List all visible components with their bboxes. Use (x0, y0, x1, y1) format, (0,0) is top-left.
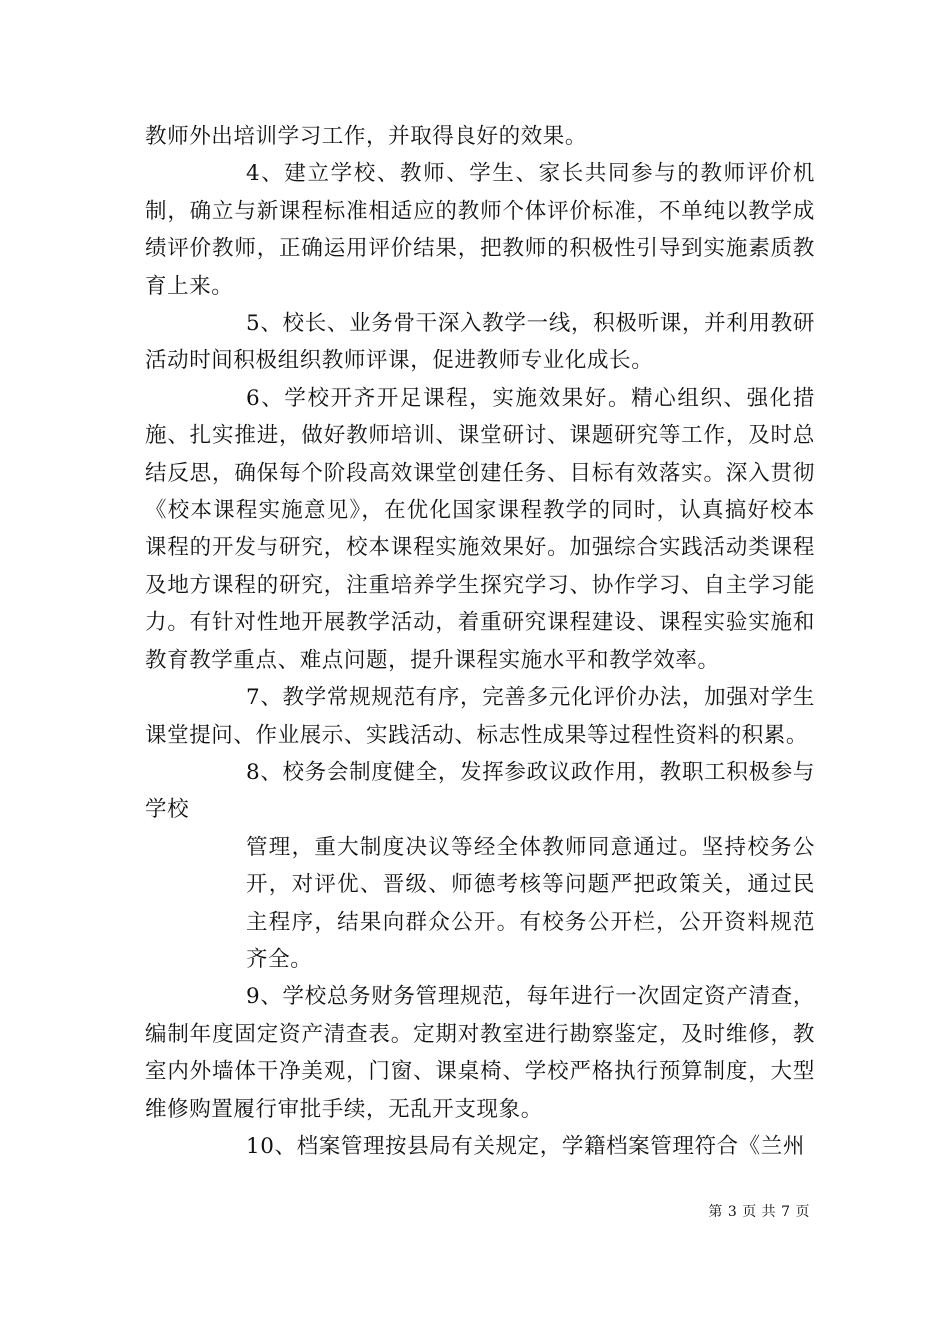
paragraph-item-6: 6、学校开齐开足课程，实施效果好。精心组织、强化措施、扎实推进，做好教师培训、课堂研讨、课题研究等工作，及时总结反思，确保每个阶段高效课堂创建任务、目标有效落实。深入贯彻《校本课程实施意见》，在优化国家课程教学的同时，认真搞好校本课程的开发与研究，校本课程实施效果好。加强综合实践活动类课程及地方课程的研究，注重培养学生探究学习、协作学习、自主学习能力。有针对性地开展教学活动，着重研究课程建设、课程实验实施和教育教学重点、难点问题，提升课程实施水平和教学效率。 (145, 385, 815, 673)
paragraph-item-5: 5、校长、业务骨干深入教学一线，积极听课，并利用教研活动时间积极组织教师评课，促进教师专业化成长。 (145, 311, 815, 374)
page-number: 第 3 页 共 7 页 (708, 1204, 810, 1220)
paragraph-item-8: 8、校务会制度健全，发挥参政议政作用，教职工积极参与学校 (145, 759, 815, 823)
paragraph-item-4: 4、建立学校、教师、学生、家长共同参与的教师评价机制，确立与新课程标准相适应的教师个体评价标准，不单纯以教学成绩评价教师，正确运用评价结果，把教师的积极性引导到实施素质教育上来。 (145, 161, 815, 299)
paragraph-continuation: 教师外出培训学习工作，并取得良好的效果。 (145, 124, 588, 149)
document-body (145, 118, 815, 1165)
paragraph-item-8-continued: 管理，重大制度决议等经全体教师同意通过。坚持校务公开，对评优、晋级、师德考核等问题严把政策关，通过民主程序，结果向群众公开。有校务公开栏，公开资料规范齐全。 (246, 834, 815, 972)
paragraph-item-9: 9、学校总务财务管理规范，每年进行一次固定资产清查，编制年度固定资产清查表。定期对教室进行勘察鉴定，及时维修，教室内外墙体干净美观，门窗、课桌椅、学校严格执行预算制度，大型维修购置履行审批手续，无乱开支现象。 (145, 984, 815, 1122)
paragraph-item-7: 7、教学常规规范有序，完善多元化评价办法，加强对学生课堂提问、作业展示、实践活动、标志性成果等过程性资料的积累。 (145, 685, 815, 748)
paragraph-item-10: 10、档案管理按县局有关规定，学籍档案管理符合《兰州 (246, 1133, 805, 1159)
